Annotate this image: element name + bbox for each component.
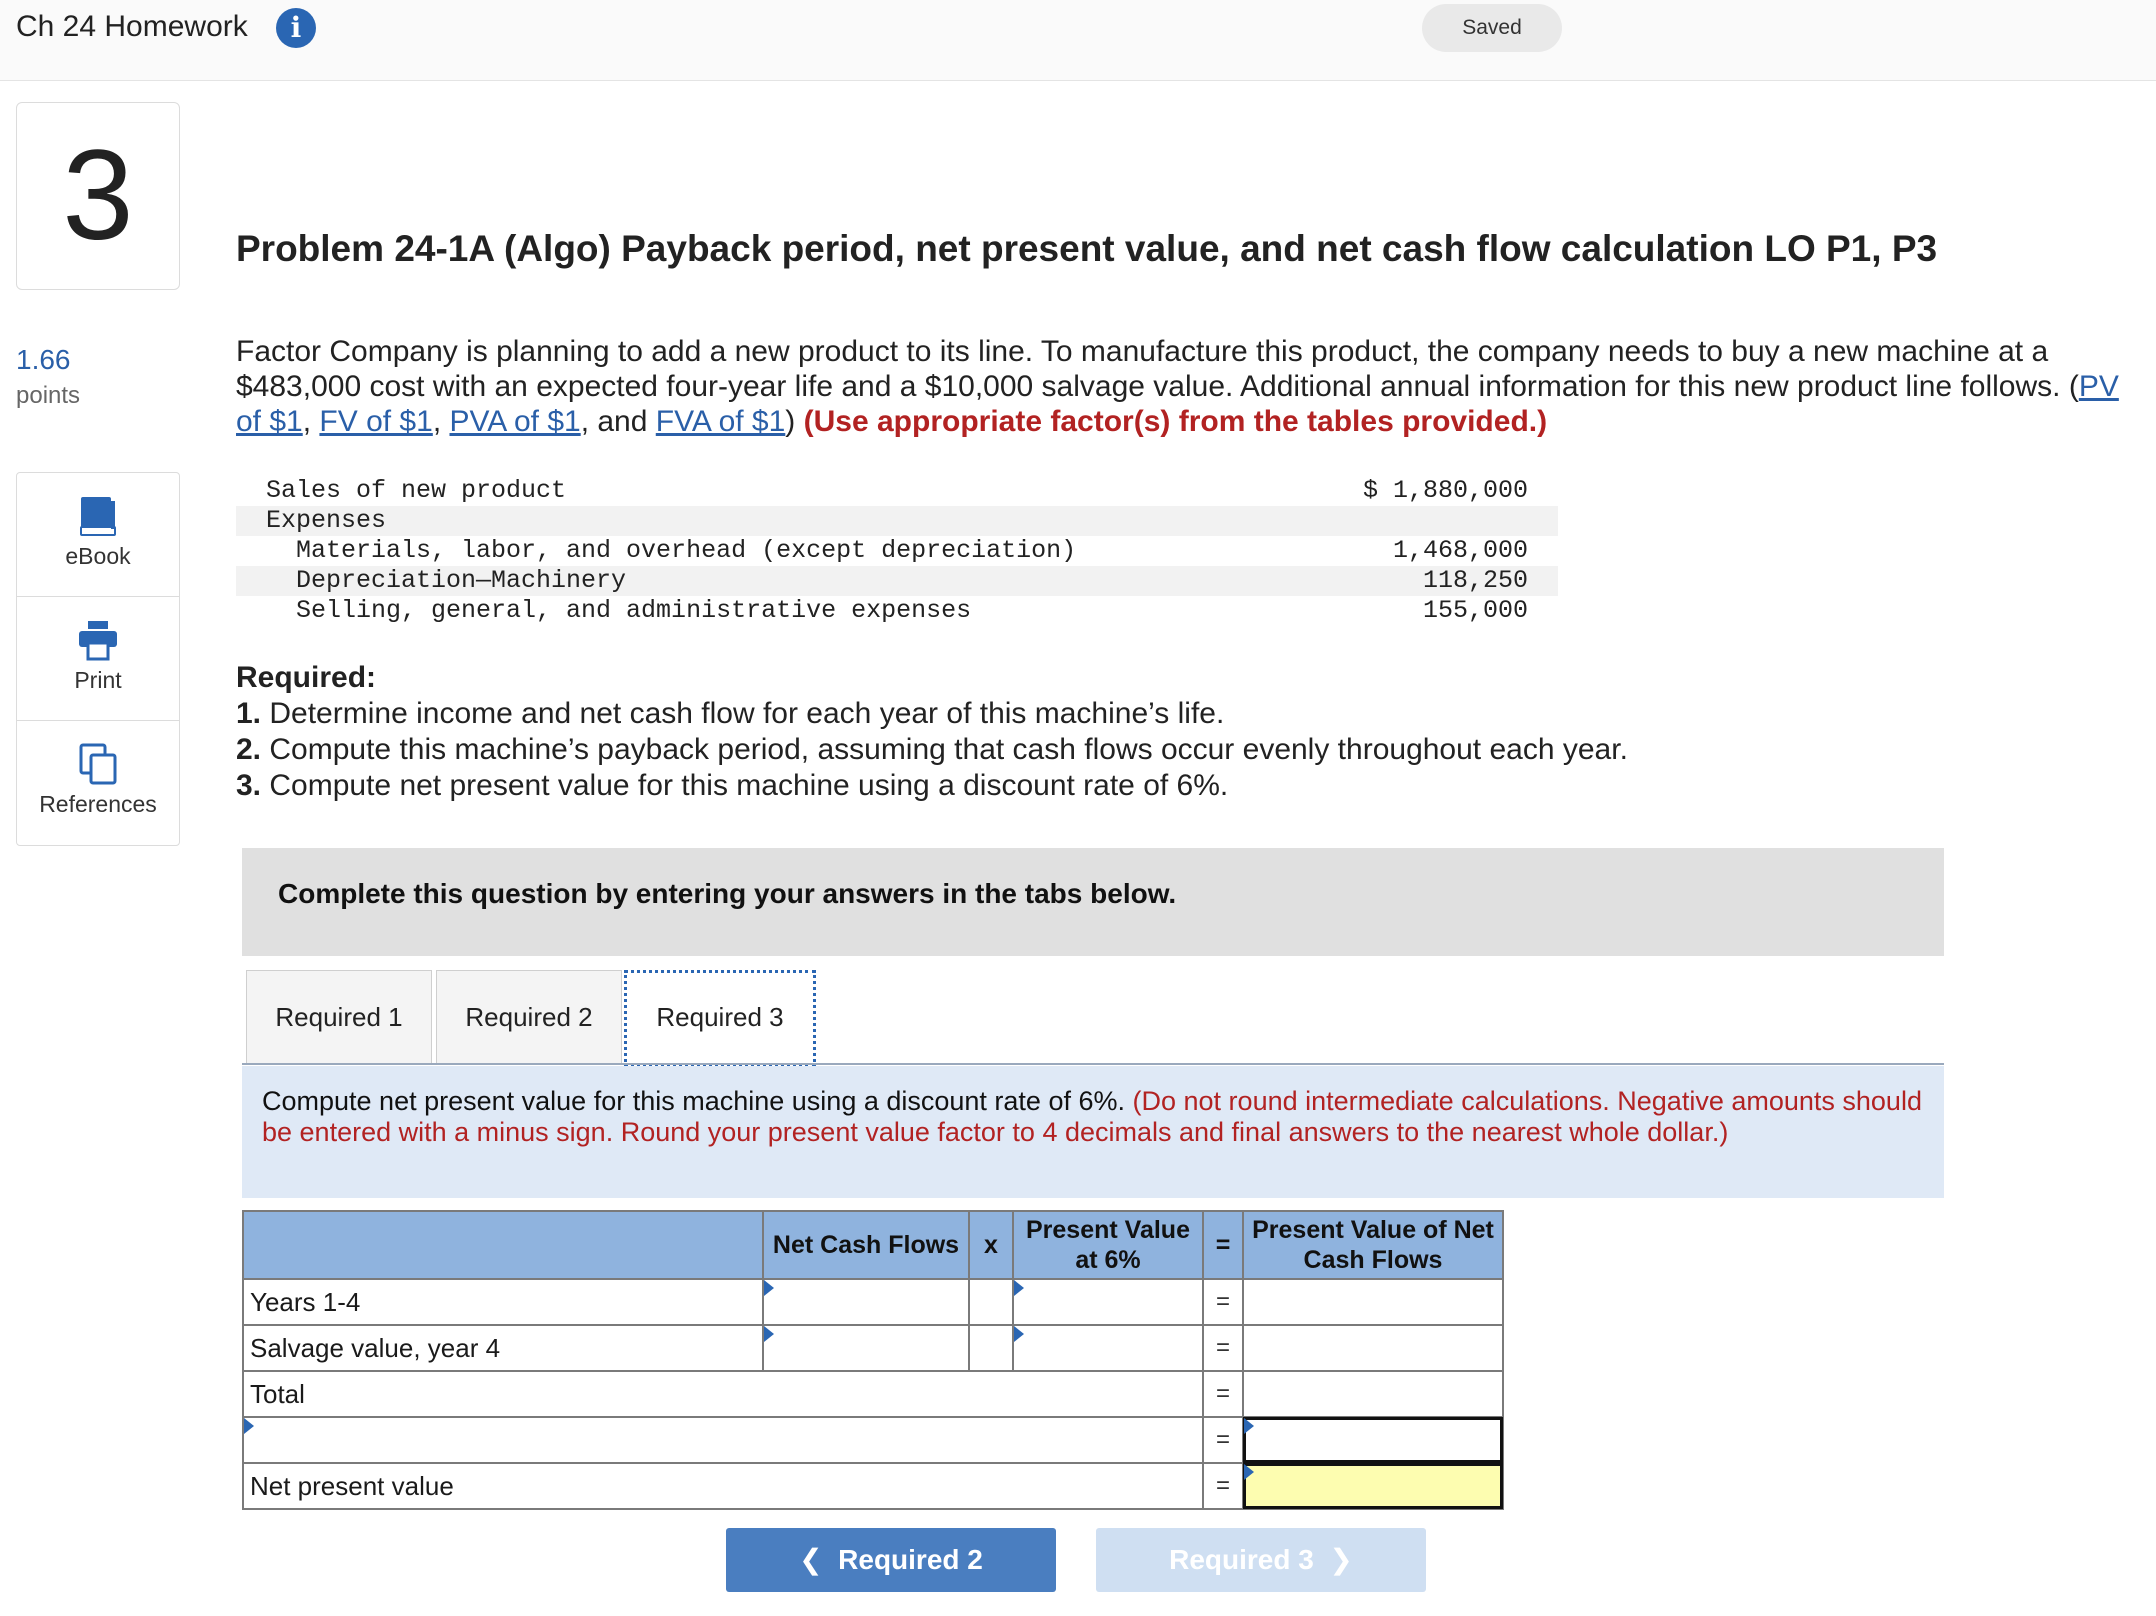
required-item [236, 732, 1628, 768]
pv-result-cell [1243, 1279, 1503, 1325]
ebook-button[interactable] [17, 473, 179, 597]
link-separator: , [302, 405, 320, 438]
npv-header-blank [243, 1211, 763, 1279]
pv-result-cell [1243, 1325, 1503, 1371]
table-row [243, 1417, 1503, 1463]
net-present-value-input-cell[interactable] [1243, 1463, 1503, 1509]
pv-factor-years-1-4-input[interactable] [1014, 1282, 1202, 1322]
required-item [236, 768, 1628, 804]
complete-instructions-text: Complete this question by entering your answers in the tabs below. [278, 878, 1177, 909]
investment-amount-input[interactable] [1244, 1420, 1502, 1460]
financial-label: Selling, general, and administrative expenses [296, 596, 972, 625]
top-bar [0, 0, 2156, 81]
pv-factor-salvage-input[interactable] [1014, 1328, 1202, 1368]
tab-instruction-main: Compute net present value for this machine using a discount rate of 6%. [262, 1086, 1125, 1116]
multiply-header: x [969, 1211, 1013, 1279]
required-item-text: Determine income and net cash flow for each year of this machine’s life. [269, 697, 1225, 730]
table-row [243, 1325, 1503, 1371]
tools-panel [16, 472, 180, 846]
tab-required-2[interactable]: Required 2 [436, 970, 622, 1064]
input-marker-icon [1014, 1280, 1024, 1296]
equals-sign: = [1203, 1325, 1243, 1371]
blank-cell [969, 1279, 1013, 1325]
investment-label-input[interactable] [244, 1420, 1202, 1460]
net-cash-flows-years-1-4-input[interactable] [764, 1282, 968, 1322]
saved-status-badge: Saved [1422, 4, 1562, 52]
financial-row [236, 596, 1558, 626]
references-label: References [39, 791, 157, 817]
pv-factor-input-cell[interactable] [1013, 1279, 1203, 1325]
financial-row [236, 476, 1558, 506]
problem-title: Problem 24-1A (Algo) Payback period, net present value, and net cash flow calculation LO P1, P3 [236, 228, 1938, 269]
row-label: Total [243, 1371, 1203, 1417]
assignment-title: Ch 24 Homework [16, 10, 248, 43]
label-input-cell[interactable] [243, 1417, 1203, 1463]
printer-icon [77, 619, 119, 661]
row-label: Years 1-4 [243, 1279, 763, 1325]
prev-button-label: Required 2 [838, 1544, 983, 1575]
net-cash-flows-input-cell[interactable] [763, 1279, 969, 1325]
ebook-label: eBook [65, 543, 131, 569]
table-row [243, 1371, 1503, 1417]
net-cash-flows-header: Net Cash Flows [763, 1211, 969, 1279]
chevron-left-icon: ❮ [799, 1544, 823, 1575]
tab-instruction-note: (Do not round intermediate calculations. Negative amounts should be entered with a minus sign. Round your present value factor to 4 decimals and final answers to the nearest whole dollar.) [262, 1086, 1922, 1147]
input-marker-icon [1014, 1326, 1024, 1342]
link-separator-and: , and [580, 405, 656, 438]
question-number: 3 [16, 102, 180, 290]
tab-instruction-box [242, 1066, 1944, 1198]
required-item-number: 1. [236, 697, 262, 730]
print-label: Print [74, 667, 122, 693]
complete-instructions-banner [242, 848, 1944, 956]
tab-required-3[interactable]: Required 3 [624, 970, 816, 1068]
net-cash-flows-salvage-input[interactable] [764, 1328, 968, 1368]
print-button[interactable] [17, 597, 179, 721]
financial-value: 155,000 [1422, 596, 1528, 625]
financial-label: Sales of new product [266, 476, 567, 505]
next-required-button[interactable] [1096, 1528, 1426, 1592]
financial-value: 118,250 [1422, 566, 1528, 595]
net-cash-flows-input-cell[interactable] [763, 1325, 969, 1371]
required-item-number: 3. [236, 769, 262, 802]
total-result-cell [1243, 1371, 1503, 1417]
equals-sign: = [1203, 1417, 1243, 1463]
input-marker-icon [1244, 1418, 1254, 1434]
financial-row [236, 506, 1558, 536]
required-section [236, 660, 1628, 804]
row-label: Salvage value, year 4 [243, 1325, 763, 1371]
equals-header: = [1203, 1211, 1243, 1279]
row-label: Net present value [243, 1463, 1203, 1509]
net-present-value-input[interactable] [1244, 1466, 1502, 1506]
financial-label: Expenses [266, 506, 387, 535]
financial-row [236, 536, 1558, 566]
npv-header-row [243, 1211, 1503, 1279]
financial-row [236, 566, 1558, 596]
info-icon[interactable]: i [276, 8, 316, 48]
equals-sign: = [1203, 1279, 1243, 1325]
investment-amount-input-cell[interactable] [1243, 1417, 1503, 1463]
description-text: Factor Company is planning to add a new product to its line. To manufacture this product, the company needs to buy a new machine at a $483,000 cost with an expected four-year life and a $10,000 salvage value. Additional annual information for this new product line follows. ( [236, 335, 2079, 403]
points-value: 1.66 [16, 344, 71, 375]
input-marker-icon [1244, 1464, 1254, 1480]
required-item-text: Compute this machine’s payback period, assuming that cash flows occur evenly throughout each year. [269, 733, 1628, 766]
pv-factor-input-cell[interactable] [1013, 1325, 1203, 1371]
pva-of-1-link[interactable]: PVA of $1 [449, 405, 581, 438]
financial-info-table [236, 476, 1558, 626]
input-marker-icon [764, 1280, 774, 1296]
present-value-factor-header: Present Value at 6% [1013, 1211, 1203, 1279]
copy-icon [77, 743, 119, 785]
table-row [243, 1279, 1503, 1325]
financial-value: $ 1,880,000 [1362, 476, 1528, 505]
tab-divider [242, 1063, 1944, 1065]
pv-net-cash-flows-header: Present Value of Net Cash Flows [1243, 1211, 1503, 1279]
book-icon [77, 495, 119, 537]
input-marker-icon [764, 1326, 774, 1342]
factor-instruction: (Use appropriate factor(s) from the tables provided.) [803, 405, 1548, 438]
prev-required-button[interactable] [726, 1528, 1056, 1592]
next-button-label: Required 3 [1169, 1544, 1314, 1575]
blank-cell [969, 1325, 1013, 1371]
financial-value: 1,468,000 [1392, 536, 1528, 565]
input-marker-icon [244, 1418, 254, 1434]
fv-of-1-link[interactable]: FV of $1 [319, 405, 433, 438]
financial-label: Materials, labor, and overhead (except depreciation) [296, 536, 1077, 565]
equals-sign: = [1203, 1463, 1243, 1509]
link-separator: , [432, 405, 450, 438]
points-label: points [16, 382, 81, 409]
references-button[interactable] [17, 721, 179, 844]
close-paren: ) [785, 405, 796, 438]
table-row [243, 1463, 1503, 1509]
chevron-right-icon: ❯ [1329, 1544, 1353, 1575]
tab-required-1[interactable]: Required 1 [246, 970, 432, 1064]
equals-sign: = [1203, 1371, 1243, 1417]
fva-of-1-link[interactable]: FVA of $1 [655, 405, 786, 438]
problem-description [236, 334, 2126, 439]
required-heading: Required: [236, 661, 377, 694]
required-item-number: 2. [236, 733, 262, 766]
required-item-text: Compute net present value for this machine using a discount rate of 6%. [269, 769, 1229, 802]
required-item [236, 696, 1628, 732]
pv-of-1-link[interactable]: PV of $1 [236, 370, 2119, 438]
npv-table [242, 1210, 1504, 1510]
financial-label: Depreciation—Machinery [296, 566, 627, 595]
